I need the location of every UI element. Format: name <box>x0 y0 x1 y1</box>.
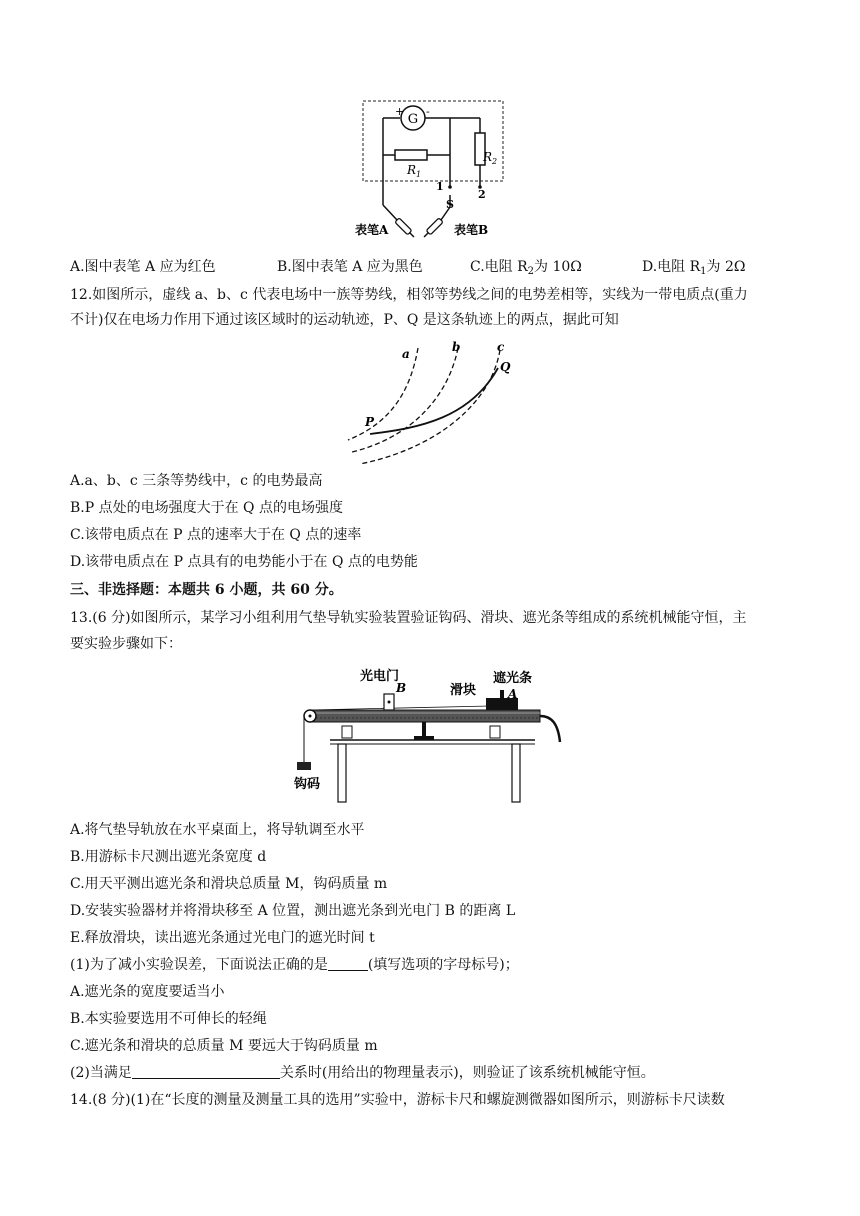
equipotential-diagram <box>340 338 530 468</box>
q11-option-b: B.图中表笔 A 应为黑色 <box>277 259 423 275</box>
slider-label: 滑块 <box>450 683 477 698</box>
q11-option-c: C.电阻 $R_2$为 10Ω <box>470 259 582 277</box>
q13-stem-line-2: 要实验步骤如下： <box>70 636 182 652</box>
line-b-label: b <box>452 340 461 354</box>
q11-option-d: D.电阻 $R_1$为 2Ω <box>642 259 746 277</box>
circuit-figure <box>355 95 515 245</box>
air-track-diagram <box>290 662 570 807</box>
q13-part-1-option-a: A.遮光条的宽度要适当小 <box>70 984 225 1000</box>
section-three-heading: 三、非选择题：本题共 6 小题，共 60 分。 <box>70 582 343 598</box>
point-q-label: Q <box>500 360 511 374</box>
q13-step-c: C.用天平测出遮光条和滑块总质量 M，钩码质量 m <box>70 876 388 892</box>
q13-step-b: B.用游标卡尺测出遮光条宽度 d <box>70 849 267 865</box>
q12-option-a: A.a、b、c 三条等势线中，c 的电势最高 <box>70 473 323 489</box>
q13-part-1-option-b: B.本实验要选用不可伸长的轻绳 <box>70 1011 267 1027</box>
air-track-figure <box>290 662 570 807</box>
photogate-label: 光电门 <box>360 669 400 684</box>
switch-label: S <box>446 198 454 211</box>
probe-b-label: 表笔B <box>454 223 489 237</box>
answer-blank-1[interactable] <box>328 956 368 971</box>
line-a-label: a <box>402 347 410 361</box>
line-c-label: c <box>497 340 505 354</box>
q13-step-e: E.释放滑块，读出遮光条通过光电门的遮光时间 t <box>70 930 375 946</box>
q13-stem-line-1: 13.(6 分)如图所示，某学习小组利用气垫导轨实验装置验证钩码、滑块、遮光条等组成的系统机械能守恒，主 <box>70 610 747 626</box>
minus-label: - <box>426 105 430 118</box>
probe-a-label: 表笔A <box>355 223 389 237</box>
switch-pos-1: 1 <box>436 180 444 193</box>
q13-part-1-option-c: C.遮光条和滑块的总质量 M 要远大于钩码质量 m <box>70 1038 378 1054</box>
point-p-label: P <box>365 415 375 429</box>
photogate-letter: B <box>396 681 407 695</box>
q12-stem-line-1: 12.如图所示，虚线 a、b、c 代表电场中一族等势线，相邻等势线之间的电势差相等，实线为一带电质点(重力 <box>70 287 748 303</box>
light-strip-letter: A <box>508 687 518 701</box>
equipotential-figure <box>340 338 530 468</box>
r1-resistor <box>395 150 427 160</box>
plus-label: + <box>395 105 405 118</box>
q12-option-d: D.该带电质点在 P 点具有的电势能小于在 Q 点的电势能 <box>70 554 418 570</box>
switch-pos-2: 2 <box>478 188 486 201</box>
circuit-diagram <box>355 95 515 245</box>
q12-stem-line-2: 不计)仅在电场力作用下通过该区域时的运动轨迹，P、Q 是这条轨迹上的两点，据此可知 <box>70 312 619 328</box>
q14-stem-line-1: 14.(8 分)(1)在“长度的测量及测量工具的选用”实验中，游标卡尺和螺旋测微器如图所示，则游标卡尺读数 <box>70 1092 725 1108</box>
r1-label: $R_1$ <box>407 163 422 179</box>
answer-blank-2[interactable] <box>132 1064 280 1079</box>
hook-weight-label: 钩码 <box>294 777 321 792</box>
q11-option-a: A.图中表笔 A 应为红色 <box>70 259 216 275</box>
q13-step-a: A.将气垫导轨放在水平桌面上，将导轨调至水平 <box>70 822 365 838</box>
q12-option-b: B.P 点处的电场强度大于在 Q 点的电场强度 <box>70 500 343 516</box>
q13-part-2: (2)当满足 关系时(用给出的物理量表示)，则验证了该系统机械能守恒。 <box>70 1065 655 1081</box>
q13-step-d: D.安装实验器材并将滑块移至 A 位置，测出遮光条到光电门 B 的距离 L <box>70 903 516 919</box>
r2-label: $R_2$ <box>483 150 498 166</box>
galvanometer-label: G <box>407 112 419 127</box>
q13-part-1: (1)为了减小实验误差，下面说法正确的是 (填写选项的字母标号)； <box>70 957 519 973</box>
q12-option-c: C.该带电质点在 P 点的速率大于在 Q 点的速率 <box>70 527 362 543</box>
light-strip-label: 遮光条 <box>493 671 533 686</box>
